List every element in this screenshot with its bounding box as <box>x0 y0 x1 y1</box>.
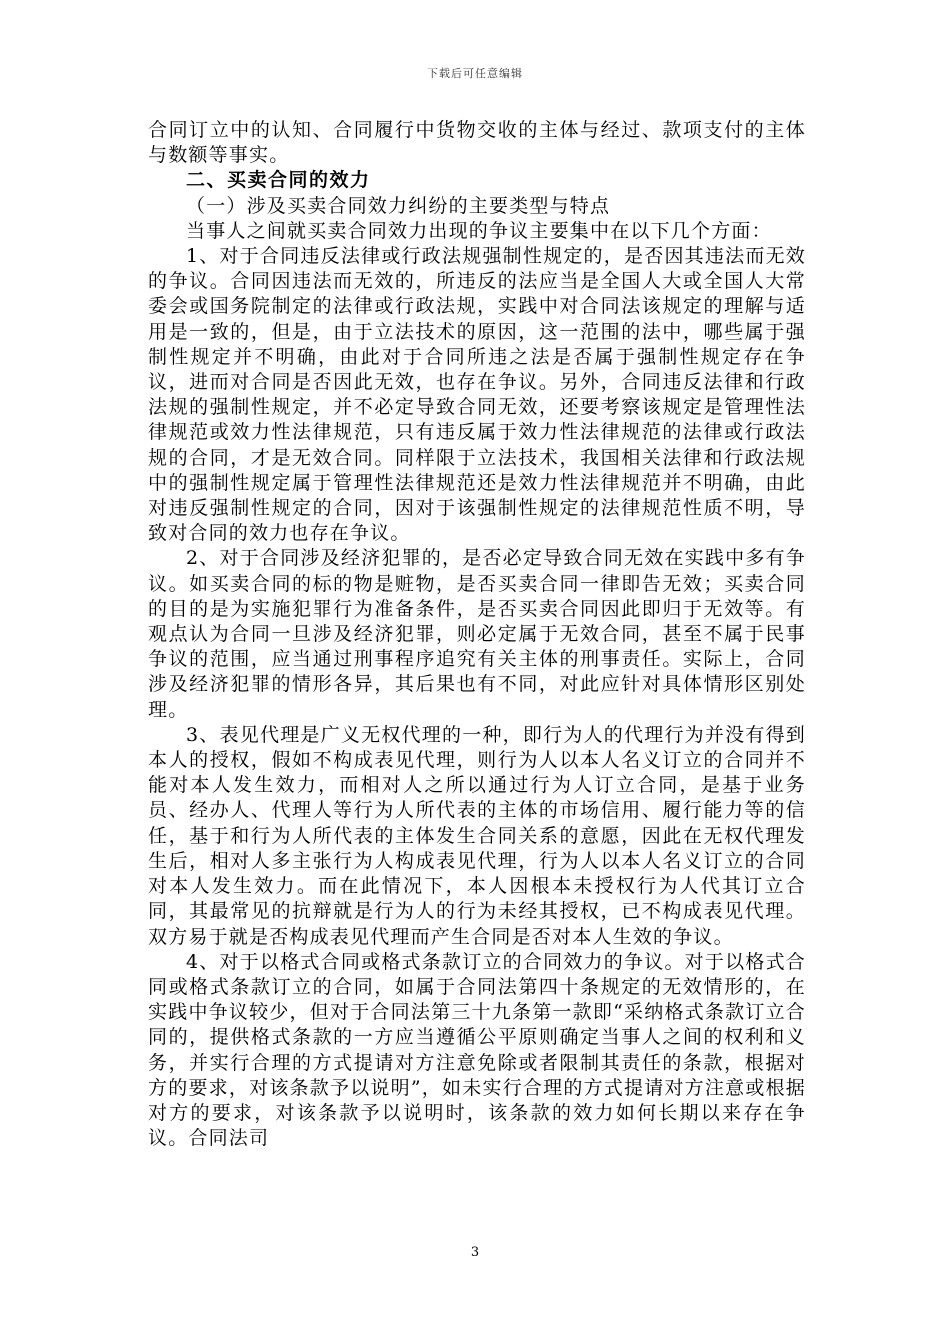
paragraph-item-1: 1、对于合同违反法律或行政法规强制性规定的，是否因其违法而无效的争议。合同因违法而无效的，所违反的法应当是全国人大或全国人大常委会或国务院制定的法律或行政法规，实践中对合同法该规定的理解与适用是一致的，但是，由于立法技术的原因，这一范围的法中，哪些属于强制性规定并不明确，由此对于合同所违之法是否属于强制性规定存在争议，进而对合同是否因此无效，也存在争议。另外，合同违反法律和行政法规的强制性规定，并不必定导致合同无效，还要考察该规定是管理性法律规范或效力性法律规范，只有违反属于效力性法律规范的法律或行政法规的合同，才是无效合同。同样限于立法技术，我国相关法律和行政法规中的强制性规定属于管理性法律规范还是效力性法律规范并不明确，由此对违反强制性规定的合同，因对于该强制性规定的法律规范性质不明，导致对合同的效力也存在争议。 <box>148 245 806 545</box>
subsection-heading: （一）涉及买卖合同效力纠纷的主要类型与特点 <box>186 194 611 217</box>
paragraph-item-2: 2、对于合同涉及经济犯罪的，是否必定导致合同无效在实践中多有争议。如买卖合同的标的物是赃物，是否买卖合同一律即告无效；买卖合同的目的是为实施犯罪行为准备条件，是否买卖合同因此即归于无效等。有观点认为合同一旦涉及经济犯罪，则必定属于无效合同，甚至不属于民事争议的范围，应当通过刑事程序追究有关主体的刑事责任。实际上，合同涉及经济犯罪的情形各异，其后果也有不同，对此应针对具体情形区别处理。 <box>148 547 806 721</box>
paragraph-item-4: 4、对于以格式合同或格式条款订立的合同效力的争议。对于以格式合同或格式条款订立的合同，如属于合同法第四十条规定的无效情形的，在实践中争议较少，但对于合同法第三十九条第一款即“采纳格式条款订立合同的，提供格式条款的一方应当遵循公平原则确定当事人之间的权利和义务，并实行合理的方式提请对方注意免除或者限制其责任的条款，根据对方的要求，对该条款予以说明”，如未实行合理的方式提请对方注意或根据对方的要求，对该条款予以说明时，该条款的效力如何长期以来存在争议。合同法司 <box>148 950 806 1150</box>
page-header: 下载后可任意编辑 <box>427 67 523 80</box>
section-heading: 二、买卖合同的效力 <box>186 169 371 192</box>
document-body <box>148 118 806 1151</box>
page-number: 3 <box>470 1245 480 1260</box>
paragraph-intro: 当事人之间就买卖合同效力出现的争议主要集中在以下几个方面： <box>186 219 772 242</box>
paragraph-continuation: 合同订立中的认知、合同履行中货物交收的主体与经过、款项支付的主体与数额等事实。 <box>148 119 806 167</box>
paragraph-item-3: 3、表见代理是广义无权代理的一种，即行为人的代理行为并没有得到本人的授权，假如不构成表见代理，则行为人以本人名义订立的合同并不能对本人发生效力，而相对人之所以通过行为人订立合同，是基于业务员、经办人、代理人等行为人所代表的主体的市场信用、履行能力等的信任，基于和行为人所代表的主体发生合同关系的意愿，因此在无权代理发生后，相对人多主张行为人构成表见代理，行为人以本人名义订立的合同对本人发生效力。而在此情况下，本人因根本未授权行为人代其订立合同，其最常见的抗辩就是行为人的行为未经其授权，已不构成表见代理。双方易于就是否构成表见代理而产生合同是否对本人生效的争议。 <box>148 723 806 948</box>
